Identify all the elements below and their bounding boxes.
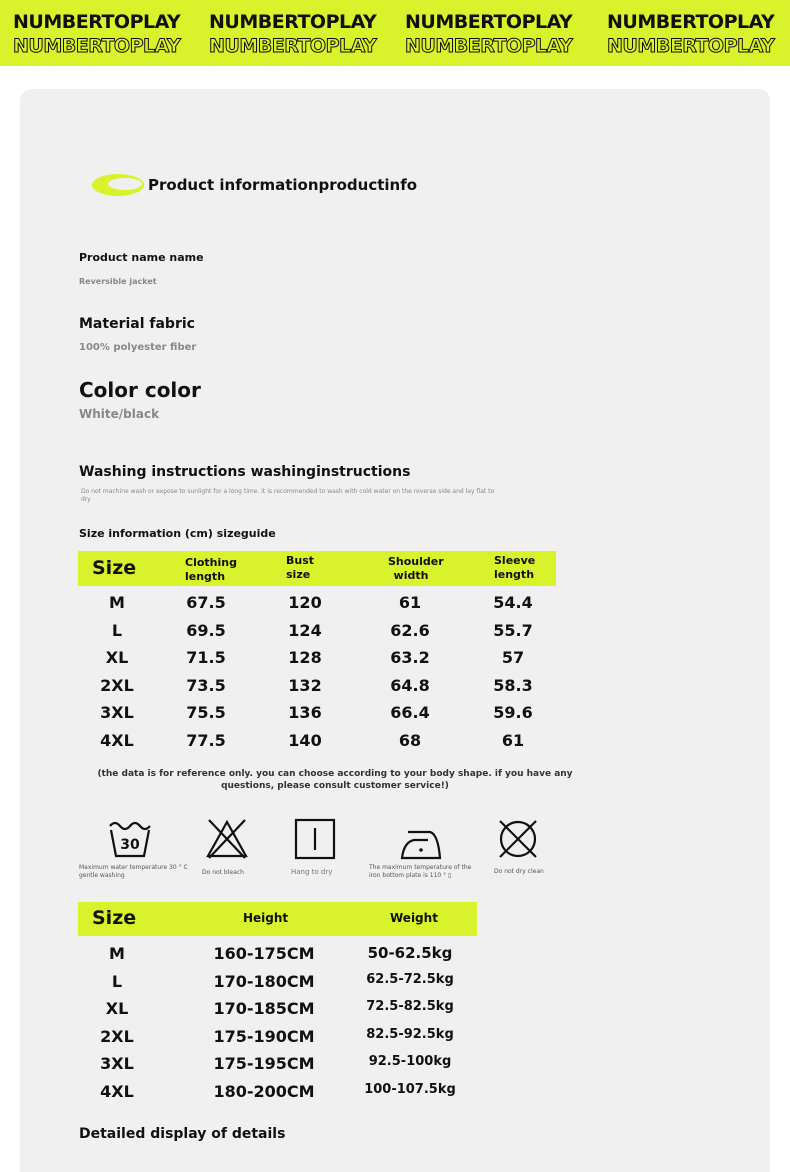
size-value-cell: 58.3 xyxy=(493,675,533,695)
brand-name-outline: NUMBERTOPLAY xyxy=(405,35,573,57)
brand-logo xyxy=(405,10,595,58)
weight-header: Weight xyxy=(390,911,438,925)
fit-size-cell: M xyxy=(109,944,125,963)
iron-icon xyxy=(400,818,442,860)
size-value-cell: 124 xyxy=(288,620,322,640)
color-value: White/black xyxy=(79,407,160,421)
material-label: Material fabric xyxy=(79,316,195,332)
brand-banner xyxy=(0,0,790,66)
weight-cell: 100-107.5kg xyxy=(364,1081,456,1097)
brand-logo xyxy=(13,10,203,58)
height-cell: 170-185CM xyxy=(213,999,315,1018)
brand-name: NUMBERTOPLAY xyxy=(607,11,775,33)
care-item-hang xyxy=(294,818,414,860)
washing-note: Do not machine wash or expose to sunlight for a long time. it is recommended to wash with cold water on the reverse side and lay flat to dry xyxy=(81,488,495,503)
brand-name: NUMBERTOPLAY xyxy=(13,11,181,33)
washing-label: Washing instructions washinginstructions xyxy=(79,464,411,480)
care-label-wash: Maximum water temperature 30 ° C gentle washing xyxy=(79,864,188,879)
care-label-dryclean: Do not dry clean xyxy=(494,868,544,875)
care-label-hang: Hang to dry xyxy=(291,868,333,876)
material-value: 100% polyester fiber xyxy=(79,342,197,353)
wash-30-icon xyxy=(108,818,152,860)
size-value-cell: 63.2 xyxy=(390,648,430,667)
product-name-label: Product name name xyxy=(79,251,204,264)
size-value-cell: 71.5 xyxy=(186,648,226,667)
weight-cell: 92.5-100kg xyxy=(368,1054,452,1069)
reference-note: (the data is for reference only. you can choose according to your body shape. if you have any questions, please consult customer service!) xyxy=(97,769,573,791)
size-cell: L xyxy=(111,620,123,640)
height-cell: 180-200CM xyxy=(213,1081,315,1101)
details-title: Detailed display of details xyxy=(79,1126,286,1142)
fit-size-header: Size xyxy=(92,907,137,929)
no-dry-clean-icon xyxy=(497,818,539,860)
size-value-cell: 120 xyxy=(288,593,322,612)
weight-cell: 82.5-92.5kg xyxy=(366,1026,454,1042)
size-value-cell: 62.6 xyxy=(390,620,430,640)
hang-dry-icon xyxy=(294,818,336,860)
size-value-cell: 128 xyxy=(288,648,322,667)
size-value-cell: 136 xyxy=(288,703,322,722)
size-value-cell: 55.7 xyxy=(493,620,533,640)
clothing-length-header: Clothing length xyxy=(185,556,237,583)
brand-name-outline: NUMBERTOPLAY xyxy=(607,35,775,57)
size-value-cell: 57 xyxy=(501,648,525,667)
size-cell: XL xyxy=(105,648,129,667)
care-label-bleach: Do not bleach xyxy=(202,869,244,876)
color-label: Color color xyxy=(79,378,201,402)
weight-cell: 50-62.5kg xyxy=(367,944,453,962)
size-cell: 2XL xyxy=(100,675,134,695)
size-value-cell: 73.5 xyxy=(186,675,226,695)
height-cell: 175-195CM xyxy=(213,1054,315,1073)
size-value-cell: 61 xyxy=(398,593,422,612)
size-value-cell: 67.5 xyxy=(186,593,226,612)
fit-size-cell: 4XL xyxy=(100,1081,134,1101)
fit-size-cell: XL xyxy=(105,999,129,1018)
size-value-cell: 77.5 xyxy=(186,730,226,750)
size-value-cell: 61 xyxy=(501,730,525,750)
brand-name-outline: NUMBERTOPLAY xyxy=(13,35,181,57)
sleeve-length-header: Sleeve length xyxy=(494,554,536,581)
brand-swoosh-icon xyxy=(92,172,148,198)
size-value-cell: 66.4 xyxy=(390,703,430,722)
fit-size-cell: 3XL xyxy=(100,1054,134,1073)
fit-size-cell: 2XL xyxy=(100,1026,134,1046)
size-value-cell: 132 xyxy=(288,675,322,695)
weight-cell: 62.5-72.5kg xyxy=(366,971,454,987)
height-cell: 175-190CM xyxy=(213,1026,315,1046)
size-value-cell: 64.8 xyxy=(390,675,430,695)
size-value-cell: 69.5 xyxy=(186,620,226,640)
brand-name: NUMBERTOPLAY xyxy=(405,11,573,33)
brand-name-outline: NUMBERTOPLAY xyxy=(209,35,377,57)
brand-name: NUMBERTOPLAY xyxy=(209,11,377,33)
height-cell: 160-175CM xyxy=(213,944,315,963)
bust-size-header: Bust size xyxy=(286,554,315,581)
no-bleach-icon xyxy=(205,818,249,860)
fit-size-cell: L xyxy=(111,971,123,991)
shoulder-width-header: Shoulder width xyxy=(388,555,444,582)
care-item-dryclean xyxy=(497,818,617,860)
height-header: Height xyxy=(243,911,289,925)
product-name-value: Reversible jacket xyxy=(79,277,157,286)
size-value-cell: 75.5 xyxy=(186,703,226,722)
size-value-cell: 54.4 xyxy=(493,593,533,612)
size-cell: 3XL xyxy=(100,703,134,722)
care-label-iron: The maximum temperature of the iron bottom plate is 110 ° ▯ xyxy=(369,864,472,879)
height-cell: 170-180CM xyxy=(213,971,315,991)
section-title: Product informationproductinfo xyxy=(148,176,418,194)
size-value-cell: 68 xyxy=(398,730,422,750)
size-value-cell: 140 xyxy=(288,730,322,750)
size-guide-title: Size information (cm) sizeguide xyxy=(79,527,276,540)
brand-logo xyxy=(607,10,790,58)
brand-logo xyxy=(209,10,399,58)
size-header: Size xyxy=(92,557,137,579)
size-cell: M xyxy=(109,593,125,612)
size-value-cell: 59.6 xyxy=(493,703,533,722)
size-table-header xyxy=(78,551,556,586)
wash-temp: 30 xyxy=(120,837,140,853)
size-cell: 4XL xyxy=(100,730,134,750)
weight-cell: 72.5-82.5kg xyxy=(366,999,454,1014)
